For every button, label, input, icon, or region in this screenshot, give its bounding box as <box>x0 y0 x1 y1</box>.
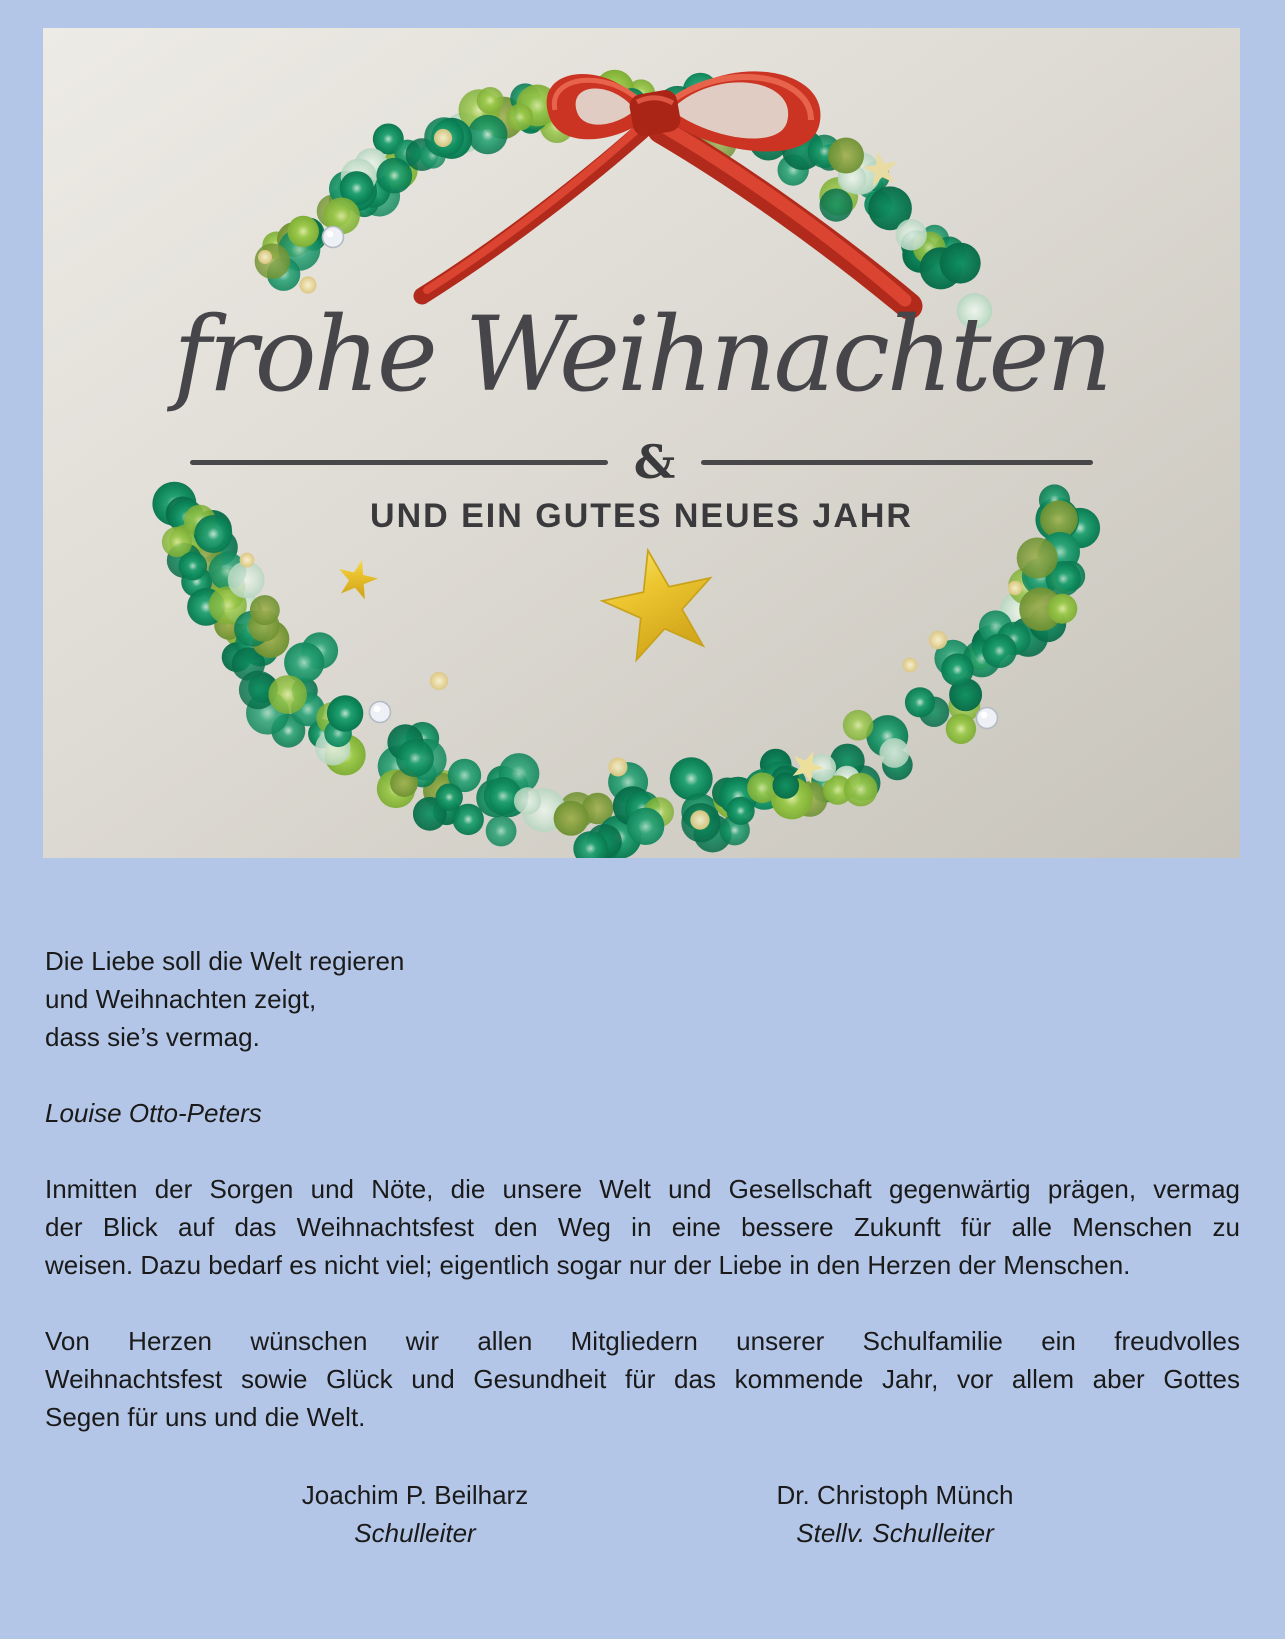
signature-left <box>235 1476 595 1552</box>
quote-text <box>45 942 1240 1056</box>
christmas-card-photo <box>43 28 1240 858</box>
body-paragraph <box>45 1322 1240 1436</box>
signature-right <box>715 1476 1075 1552</box>
signatory-name: Joachim P. Beilharz <box>301 1480 529 1510</box>
quote-line: und Weihnachten zeigt, <box>45 984 317 1014</box>
ampersand: & <box>633 435 676 489</box>
signatory-title: Schulleiter <box>354 1518 476 1548</box>
letter-body <box>45 942 1240 1552</box>
paragraph-line: Weihnachtsfest sowie Glück und Gesundheit für das kommende Jahr, vor allem aber Gottes <box>45 1364 1240 1394</box>
paragraph-line: weisen. Dazu bedarf es nicht viel; eigentlich sogar nur der Liebe in den Herzen der Menschen. <box>45 1250 1131 1280</box>
paragraph-line: der Blick auf das Weihnachtsfest den Weg in eine bessere Zukunft für alle Menschen zu <box>45 1212 1240 1242</box>
paragraph-line: Inmitten der Sorgen und Nöte, die unsere Welt und Gesellschaft gegenwärtig prägen, vermag <box>45 1174 1240 1204</box>
body-paragraph <box>45 1170 1240 1284</box>
signatory-title: Stellv. Schulleiter <box>796 1518 994 1548</box>
quote-line: dass sie’s vermag. <box>45 1022 260 1052</box>
paragraph-line: Segen für uns und die Welt. <box>45 1402 366 1432</box>
quote-attribution: Louise Otto-Peters <box>45 1098 262 1128</box>
card-paper <box>43 28 1240 858</box>
paragraph-line: Von Herzen wünschen wir allen Mitgliedern unserer Schulfamilie ein freudvolles <box>45 1326 1240 1356</box>
wreath-illustration <box>43 28 1240 858</box>
card-title-script: frohe Weihnachten <box>173 295 1110 415</box>
card-subtitle: UND EIN GUTES NEUES JAHR <box>370 497 913 535</box>
signatory-name: Dr. Christoph Münch <box>776 1480 1014 1510</box>
signature-block <box>45 1476 1240 1552</box>
quote-line: Die Liebe soll die Welt regieren <box>45 946 405 976</box>
